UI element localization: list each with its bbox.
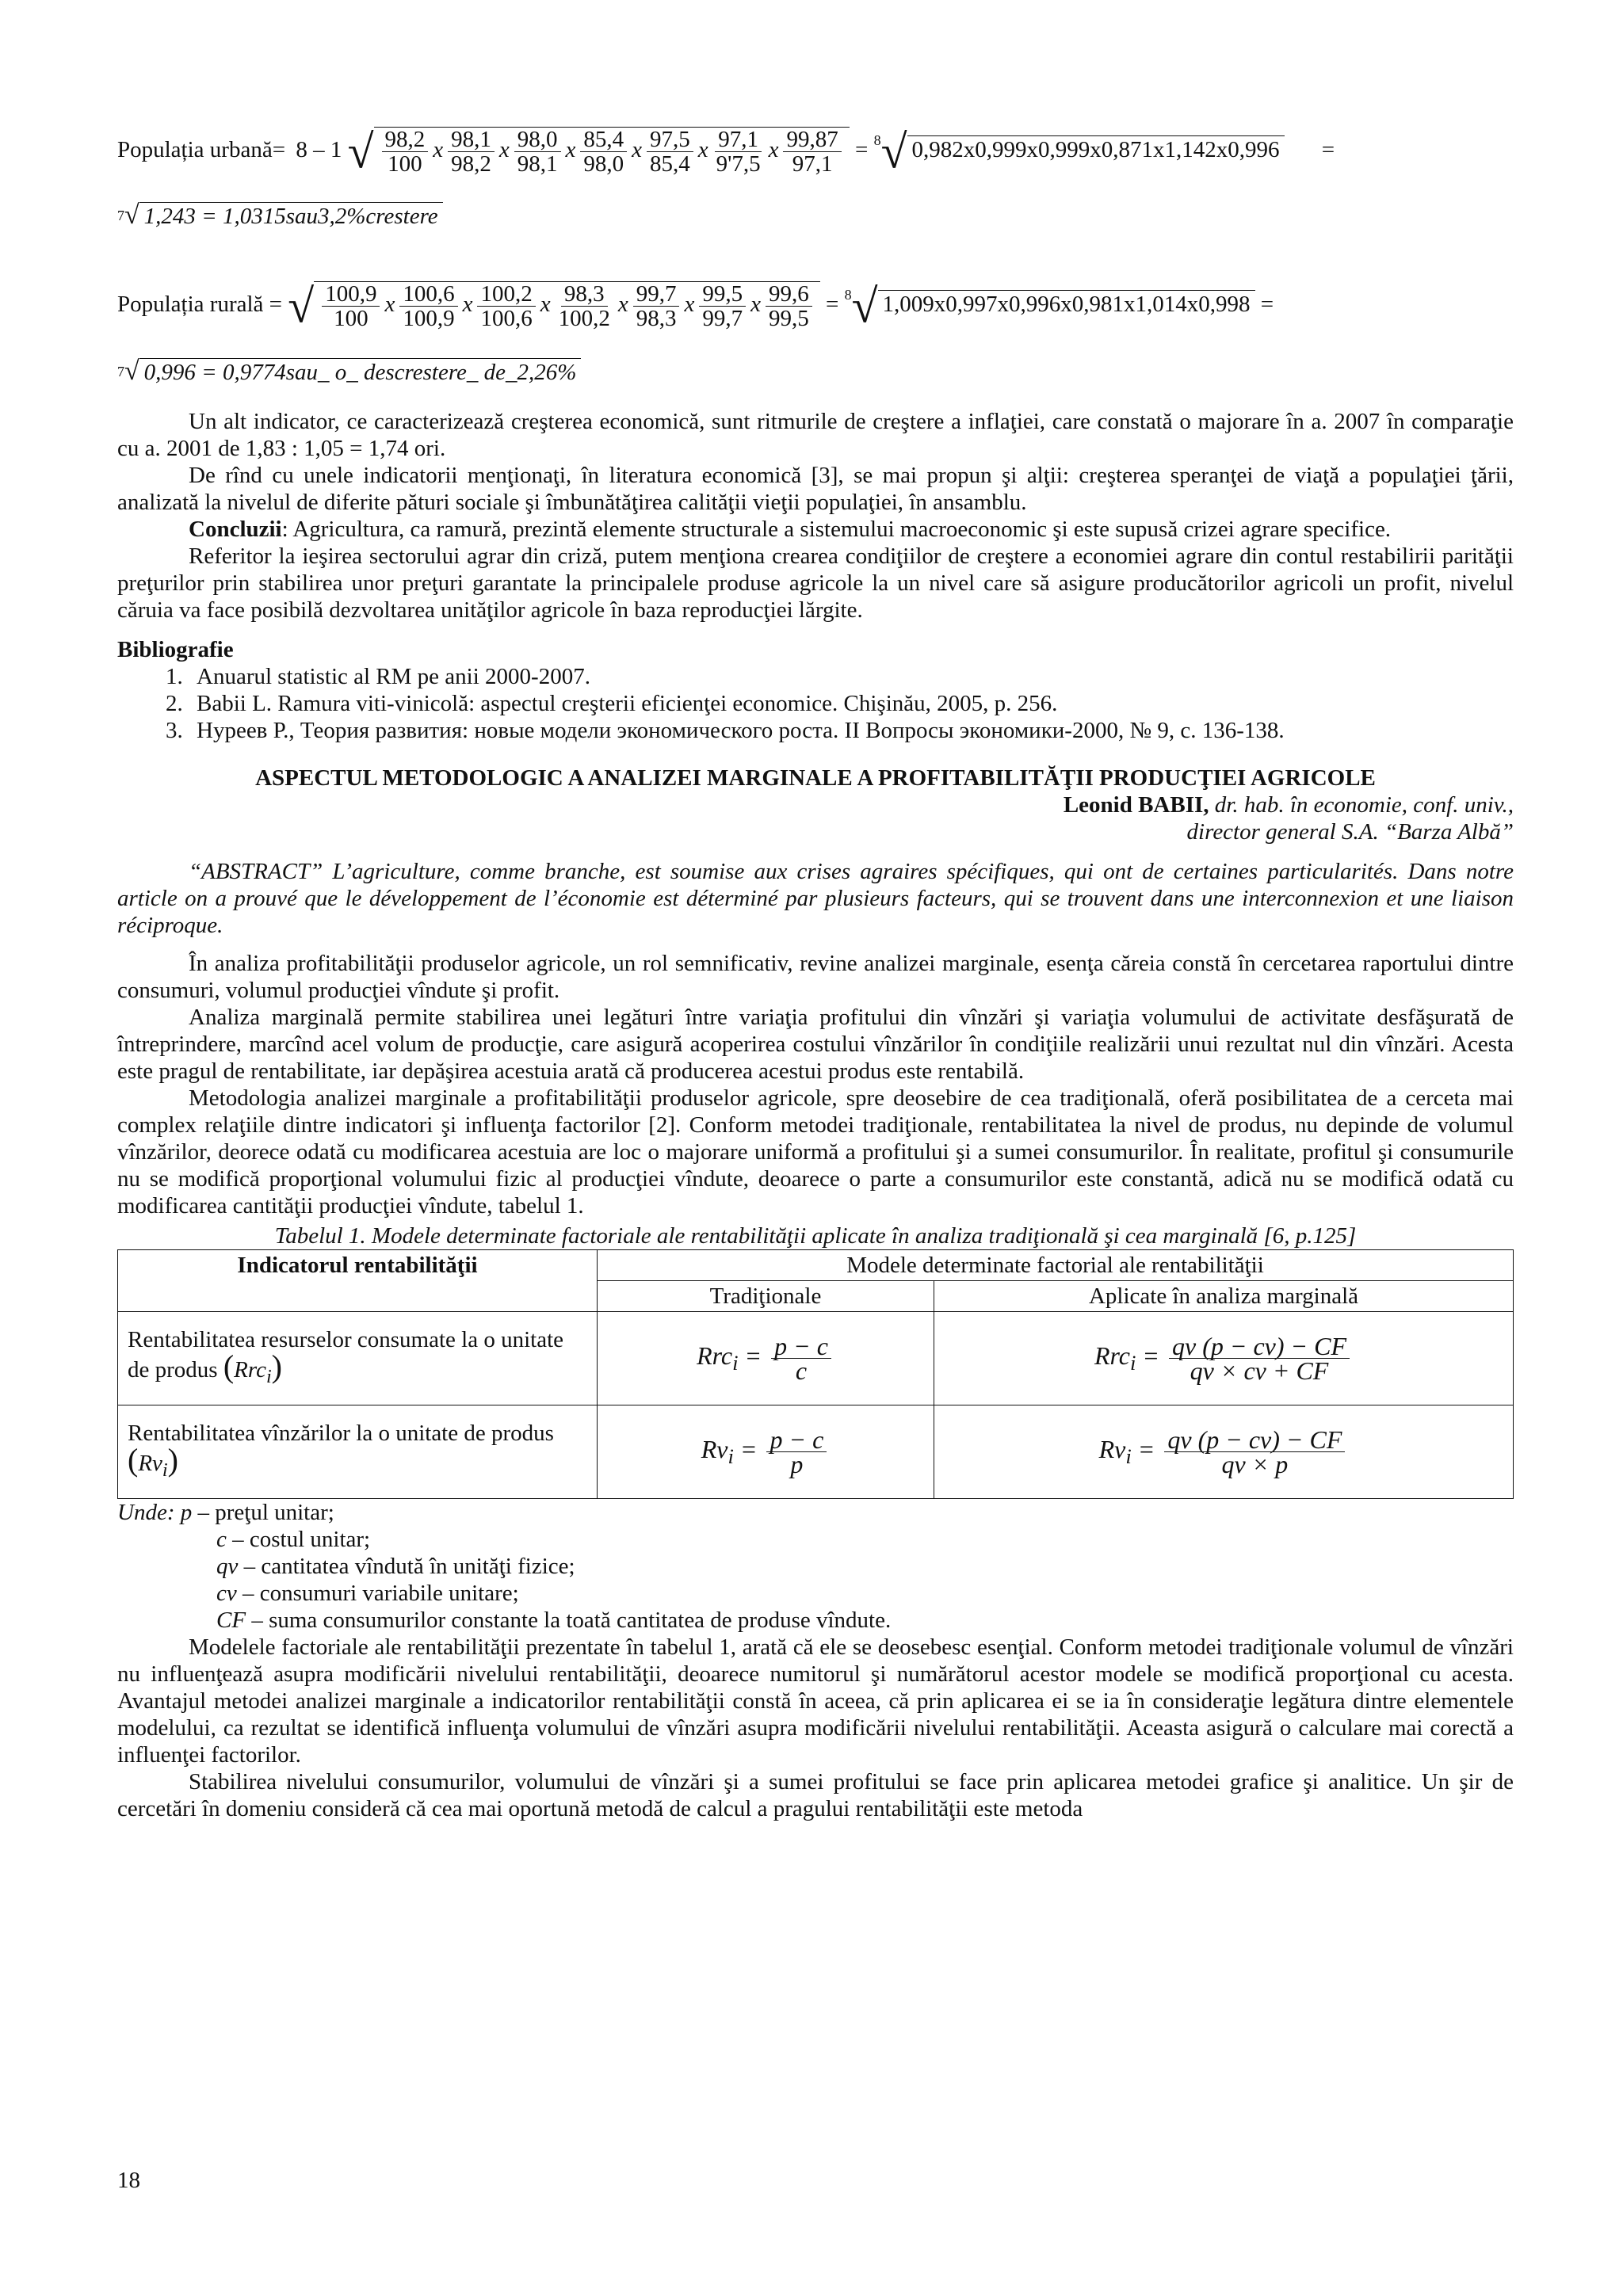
bibliography-item: 3. Нуреев Р., Теория развития: новые модели экономического роста. II Вопросы экономики-2000, № 9, с. 136-138.: [189, 717, 1514, 744]
row1-marginal: Rrc$_i$ = $\frac{qv (p - cv) - CF}{qv \times cv + CF}$: [934, 1312, 1514, 1405]
row2-trad-den: p: [790, 1450, 804, 1478]
fraction: [647, 128, 693, 176]
unde-item: [117, 1580, 1514, 1607]
radical-icon: √: [288, 280, 315, 333]
row1-marginal-lhs: Rrc: [1094, 1341, 1130, 1370]
unde-item: [117, 1607, 1514, 1634]
fraction: [556, 282, 613, 330]
row2-marginal: $Rv_i$ = $\frac{qv (p - cv) - CF}{qv \times p}$: [934, 1405, 1514, 1499]
numerator: 99,87: [783, 128, 841, 152]
author-line-1: [117, 791, 1514, 818]
paragraph: Referitor la ieşirea sectorului agrar din criză, putem menţiona crearea condiţiilor de creştere a economiei agrare din contul restabilirii parităţii preţurilor prin stabilirea unor preţuri garantate la principalele produse agricole la un nivel care să asigure producătorilor agricoli un profit, nivelul căruia va face posibilă dezvoltarea unităţilor agricole în baza reproducţiei lărgite.: [117, 543, 1514, 623]
rentability-table: [117, 1249, 1514, 1499]
times-sign: x: [433, 137, 444, 163]
header-models: Modele determinate factorial ale rentabilităţii: [598, 1250, 1514, 1281]
row2-marginal-lhs: Rv: [1098, 1434, 1126, 1463]
numerator: 100,2: [477, 282, 535, 307]
subscript-i: i: [727, 1444, 734, 1469]
numerator: 97,5: [647, 128, 693, 152]
table-caption: Tabelul 1. Modele determinate factoriale ale rentabilităţii aplicate în analiza tradiţională şi cea marginală [6, p.125]: [274, 1223, 1357, 1249]
urban-product: 0,982x0,999x0,999x0,871x1,142x0,996: [907, 135, 1285, 163]
fraction: [766, 282, 812, 330]
row1-trad-den: c: [795, 1356, 808, 1385]
formula-urban: [117, 127, 1520, 176]
row2-label: Rentabilitatea vînzărilor la o unitate de produs: [128, 1421, 554, 1447]
fraction: [322, 282, 380, 330]
body-top: [117, 408, 1514, 1822]
unde-symbol: p: [180, 1500, 193, 1525]
unde-symbol: cv: [216, 1581, 237, 1606]
denominator: 98,2: [451, 151, 491, 177]
row2-label-cell: Rentabilitatea vînzărilor la o unitate de produs $(Rv_i)$: [118, 1405, 598, 1499]
subscript-i: i: [265, 1365, 272, 1387]
fraction: [633, 282, 680, 330]
times-sign: x: [540, 292, 551, 318]
subscript-i: i: [1125, 1444, 1132, 1469]
times-sign: x: [617, 292, 628, 318]
urban-label: Populația urbană=: [117, 137, 286, 163]
row1-traditional: Rrc$_i$ = $\frac{p - c}{c}$: [598, 1312, 934, 1405]
denominator: 100: [388, 151, 422, 177]
subscript-i: i: [732, 1351, 739, 1375]
paragraph: Stabilirea nivelului consumurilor, volumului de vînzări şi a sumei profitului se face prin aplicarea metodei grafice şi analitice. Un şir de cercetări în domeniu consideră că cea mai oportună metodă de calcul a pragului rentabilităţii este metoda: [117, 1769, 1514, 1821]
fraction: [699, 282, 746, 330]
denominator: 100: [334, 306, 369, 331]
fraction: [514, 128, 561, 176]
row1-marg-den: qv × cv + CF: [1190, 1356, 1329, 1385]
conclusion-text: : Agricultura, ca ramură, prezintă elemente structurale a sistemului macroeconomic şi este supusă crizei agrare specifice.: [281, 517, 1392, 542]
denominator: 98,3: [636, 306, 677, 331]
subscript-i: i: [162, 1459, 168, 1481]
header-traditional: Tradiţionale: [598, 1281, 934, 1312]
numerator: 98,1: [448, 128, 495, 152]
row1-label: Rentabilitatea resurselor consumate la o unitate de produs: [128, 1327, 563, 1383]
rural-product: 1,009x0,997x0,996x0,981x1,014x0,998: [878, 290, 1255, 318]
rural-fraction-chain: [314, 281, 820, 330]
denominator: 85,4: [650, 151, 690, 177]
row2-traditional: $Rv_i$ = $\frac{p - c}{p}$: [598, 1405, 934, 1499]
equals-sign: =: [825, 292, 839, 318]
times-sign: x: [684, 292, 695, 318]
denominator: 98,0: [583, 151, 624, 177]
urban-result: $^7$√ 1,243 = 1,0315sau3,2%crestere: [117, 202, 443, 230]
unde-symbol: qv: [216, 1554, 239, 1579]
bibliography-item: 2. Babii L. Ramura viti-vinicolă: aspectul creşterii eficienţei economice. Chişinău, 2005, p. 256.: [189, 690, 1514, 717]
denominator: 9'7,5: [716, 151, 761, 177]
unde-label: Unde:: [117, 1500, 175, 1525]
paragraph: De rînd cu unele indicatorii menţionaţi, în literatura economică [3], se mai propun şi alţii: creşterea speranţei de viaţă a populaţiei ţării, analizată la nivelul de diferite pături sociale şi îmbunătăţirea calităţii vieţii populaţiei, în ansamblu.: [117, 463, 1514, 515]
equals-sign: =: [854, 137, 869, 163]
unde-item: [117, 1553, 1514, 1580]
rural-result: $^7$√ 0,996 = 0,9774sau_ o_ descrestere_ de_2,26%: [117, 358, 581, 386]
row2-traditional-lhs: Rv: [701, 1434, 728, 1463]
denominator: 98,1: [517, 151, 558, 177]
row1-marg-num: qv (p − cv) − CF: [1169, 1334, 1350, 1359]
times-sign: x: [498, 137, 510, 163]
times-sign: x: [632, 137, 642, 163]
denominator: 100,2: [558, 306, 610, 331]
unde-symbol: c: [216, 1527, 227, 1552]
numerator: 99,6: [766, 282, 812, 307]
unde-desc: – suma consumurilor constante la toată cantitatea de produse vîndute.: [246, 1608, 892, 1633]
numerator: 98,3: [561, 282, 608, 307]
fraction: [382, 128, 429, 176]
rural-label: Populația rurală =: [117, 292, 283, 318]
numerator: 97,1: [715, 128, 762, 152]
paragraph: Un alt indicator, ce caracterizează creşterea economică, sunt ritmurile de creştere a inflaţiei, care constată o majorare în a. 2007 în comparaţie cu a. 2001 de 1,83 : 1,05 = 1,74 ori.: [117, 409, 1514, 461]
article-title: ASPECTUL METODOLOGIC A ANALIZEI MARGINALE A PROFITABILITĂŢII PRODUCŢIEI AGRICOLE: [255, 765, 1376, 791]
equals-sign: =: [1260, 292, 1274, 318]
paragraph: Modelele factoriale ale rentabilităţii prezentate în tabelul 1, arată că ele se deosebesc esenţial. Conform metodei tradiţionale volumul de vînzări nu influenţează asupra modificării nivelului rentabilităţii, deoarece numitorul şi numărătorul acestor modele se modifică proporţional cu acesta. Avantajul metodei analizei marginale a indicatorilor rentabilităţii constă în aceea, că prin aplicarea ei se ia în consideraţie legătura dintre elementele modelului, ca rezultat se identifică influenţa volumului de vînzări asupra modificării nivelului rentabilităţii. Aceasta asigură o calculare mai corectă a influenţei factorilor.: [117, 1634, 1514, 1768]
denominator: 100,6: [480, 306, 533, 331]
root-index: 7: [117, 208, 124, 223]
times-sign: x: [565, 137, 576, 163]
denominator: 100,9: [403, 306, 455, 331]
times-sign: x: [750, 292, 761, 318]
unde-head: [117, 1499, 1514, 1526]
fraction: [783, 128, 841, 176]
numerator: 98,0: [514, 128, 561, 152]
numerator: 85,4: [580, 128, 627, 152]
numerator: 99,5: [699, 282, 746, 307]
unde-desc: – preţul unitar;: [192, 1500, 334, 1525]
root-index: 8: [873, 132, 881, 148]
root-index: 7: [117, 364, 124, 379]
row1-symbol: Rrc: [234, 1357, 266, 1383]
numerator: 100,6: [399, 282, 457, 307]
author-credentials: dr. hab. în economie, conf. univ.,: [1209, 792, 1514, 818]
conclusion-label: Concluzii: [189, 517, 282, 542]
numerator: 98,2: [382, 128, 429, 152]
bibliography-item: 1. Anuarul statistic al RM pe anii 2000-2007.: [189, 663, 1514, 690]
author-name: Leonid BABII,: [1063, 792, 1209, 818]
paragraph: Metodologia analizei marginale a profitabilităţii produselor agricole, spre deosebire de cea tradiţională, oferă posibilitatea de a cerceta mai complex relaţiile dintre indicatori şi influenţa factorilor [2]. Conform metodei tradiţionale, rentabilitatea la nivel de produs, nu depinde de volumul vînzărilor, deorece odată cu modificarea acestuia are loc o majorare uniformă a profitului şi a sumei consumurilor. În realitate, profitul şi consumurile nu se modifică proporţional volumului fizic al producţiei vîndute, deoarece o parte a consumurilor este constantă, adică nu se modifică odată cu modificarea cantităţii producţiei vîndute, tabelul 1.: [117, 1085, 1514, 1219]
radical-icon: √: [851, 280, 878, 333]
row2-marg-num: qv (p − cv) − CF: [1164, 1428, 1345, 1452]
row2-trad-num: p − c: [766, 1428, 827, 1452]
page-number: 18: [117, 2168, 140, 2193]
urban-fraction-chain: [374, 127, 850, 176]
bibliography: [117, 636, 1514, 744]
times-sign: x: [768, 137, 779, 163]
paragraph: În analiza profitabilităţii produselor agricole, un rol semnificativ, revine analizei marginale, esenţa căreia constă în cercetarea raportului dintre consumuri, volumul producţiei vîndute şi profit.: [117, 951, 1514, 1003]
denominator: 99,7: [702, 306, 743, 331]
equals-sign: =: [1321, 137, 1335, 163]
root-index: 8: [844, 287, 852, 303]
header-indicator: Indicatorul rentabilităţii: [118, 1250, 598, 1312]
fraction: [477, 282, 535, 330]
fraction: [399, 282, 457, 330]
bibliography-title: Bibliografie: [117, 637, 234, 662]
author-line-2: director general S.A. “Barza Albă”: [1186, 819, 1514, 845]
denominator: 99,5: [768, 306, 809, 331]
unde-item: [117, 1526, 1514, 1553]
unde-desc: – consumuri variabile unitare;: [236, 1581, 519, 1606]
numerator: 100,9: [322, 282, 380, 307]
radical-icon: √: [347, 125, 374, 178]
urban-result-text: 1,243 = 1,0315sau3,2%crestere: [139, 202, 443, 230]
fraction: [713, 128, 764, 176]
row1-label-cell: Rentabilitatea resurselor consumate la o unitate de produs (Rrc$_i$): [118, 1312, 598, 1405]
formula-rural: [117, 280, 1520, 333]
urban-root-prefix: 8 – 1: [296, 137, 342, 163]
paragraph: Analiza marginală permite stabilirea unei legături între variaţia profitului din vînzări şi variaţia volumului de activitate desfăşurată de întreprindere, marcînd acel volum de producţie, care asigură acoperirea costului vînzărilor în condiţiile realizării unui rezultat nul din vînzări. Acesta este pragul de rentabilitate, iar depăşirea acestuia arată că producerea acestui produs este rentabilă.: [117, 1005, 1514, 1084]
row2-marg-den: qv × p: [1221, 1450, 1289, 1478]
fraction: [448, 128, 495, 176]
fraction: [580, 128, 627, 176]
conclusion-paragraph: [117, 516, 1514, 543]
denominator: 97,1: [792, 151, 833, 177]
times-sign: x: [384, 292, 395, 318]
bibliography-list: [117, 663, 1514, 744]
unde-desc: – costul unitar;: [226, 1527, 371, 1552]
header-marginal: Aplicate în analiza marginală: [934, 1281, 1514, 1312]
numerator: 99,7: [633, 282, 680, 307]
subscript-i: i: [1130, 1351, 1136, 1375]
row1-traditional-lhs: Rrc: [697, 1341, 733, 1370]
row2-symbol: Rv: [138, 1451, 162, 1477]
times-sign: x: [462, 292, 473, 318]
radical-icon: √: [880, 125, 907, 178]
unde-desc: – cantitatea vîndută în unităţi fizice;: [238, 1554, 575, 1579]
rural-result-text: 0,996 = 0,9774sau_ o_ descrestere_ de_2,26%: [139, 358, 582, 386]
abstract: “ABSTRACT” L’agriculture, comme branche, est soumise aux crises agraires spécifiques, qui ont de certaines particularités. Dans notre article on a prouvé que le développement de l’économie est déterminé par plusieurs facteurs, qui se trouvent dans une interconnexion et une liaison réciproque.: [117, 859, 1514, 938]
unde-symbol: CF: [216, 1608, 246, 1633]
row1-trad-num: p − c: [771, 1334, 831, 1359]
times-sign: x: [697, 137, 708, 163]
